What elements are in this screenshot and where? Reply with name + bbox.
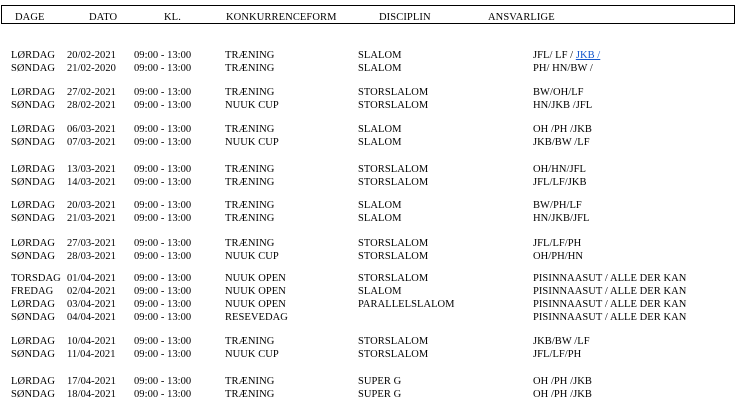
row-responsible-text: PH/ HN/BW / — [533, 63, 593, 74]
row-date: 04/04-2021 — [67, 312, 116, 323]
header-dato: DATO — [89, 12, 118, 23]
row-responsible — [533, 213, 590, 225]
row-responsible — [533, 137, 590, 149]
row-discipline: STORSLALOM — [358, 87, 429, 98]
row-responsible-text: HN/JKB /JFL — [533, 100, 593, 111]
row-day: SØNDAG — [11, 63, 56, 74]
row-responsible-text: HN/JKB/JFL — [533, 213, 590, 224]
row-discipline: SLALOM — [358, 63, 402, 74]
row-day: LØRDAG — [11, 164, 56, 175]
row-discipline: STORSLALOM — [358, 100, 429, 111]
row-responsible-text: OH/HN/JFL — [533, 164, 586, 175]
row-date: 17/04-2021 — [67, 376, 116, 387]
row-discipline: SLALOM — [358, 137, 402, 148]
row-responsible-text: OH /PH /JKB — [533, 376, 592, 387]
row-form: TRÆNING — [225, 50, 275, 61]
row-day: LØRDAG — [11, 238, 56, 249]
table-row — [0, 50, 739, 62]
row-form: NUUK CUP — [225, 349, 279, 360]
row-responsible-text: JFL/LF/JKB — [533, 177, 587, 188]
row-form: NUUK CUP — [225, 100, 279, 111]
row-date: 14/03-2021 — [67, 177, 116, 188]
row-form: TRÆNING — [225, 376, 275, 387]
row-responsible-text: JFL/ LF / — [533, 50, 576, 61]
row-time: 09:00 - 13:00 — [134, 312, 192, 323]
row-responsible-text: OH /PH /JKB — [533, 124, 592, 135]
row-date: 28/03-2021 — [67, 251, 116, 262]
row-date: 07/03-2021 — [67, 137, 116, 148]
row-discipline: SLALOM — [358, 213, 402, 224]
table-row — [0, 238, 739, 250]
responsible-link[interactable]: JKB / — [575, 50, 601, 61]
row-discipline: STORSLALOM — [358, 164, 429, 175]
row-responsible — [533, 336, 590, 348]
row-form: TRÆNING — [225, 336, 275, 347]
table-row — [0, 376, 739, 388]
row-discipline: STORSLALOM — [358, 349, 429, 360]
row-responsible — [533, 312, 686, 324]
row-responsible-text: PISINNAASUT / ALLE DER KAN — [533, 286, 687, 297]
row-discipline: SLALOM — [358, 286, 402, 297]
table-row — [0, 200, 739, 212]
table-row — [0, 87, 739, 99]
table-row — [0, 349, 739, 361]
row-time: 09:00 - 13:00 — [134, 100, 192, 111]
row-form: TRÆNING — [225, 87, 275, 98]
row-day: LØRDAG — [11, 336, 56, 347]
row-form: TRÆNING — [225, 213, 275, 224]
row-discipline: PARALLELSLALOM — [358, 299, 455, 310]
row-date: 10/04-2021 — [67, 336, 116, 347]
table-row — [0, 336, 739, 348]
row-day: TORSDAG — [11, 273, 61, 284]
row-time: 09:00 - 13:00 — [134, 349, 192, 360]
row-day: SØNDAG — [11, 251, 56, 262]
row-discipline: SUPER G — [358, 376, 402, 387]
table-row — [0, 100, 739, 112]
row-responsible — [533, 251, 583, 263]
table-row — [0, 124, 739, 136]
row-day: LØRDAG — [11, 376, 56, 387]
row-responsible-text: PISINNAASUT / ALLE DER KAN — [533, 273, 687, 284]
row-time: 09:00 - 13:00 — [134, 273, 192, 284]
row-time: 09:00 - 13:00 — [134, 238, 192, 249]
table-row — [0, 63, 739, 75]
row-discipline: STORSLALOM — [358, 336, 429, 347]
row-date: 02/04-2021 — [67, 286, 116, 297]
table-row — [0, 137, 739, 149]
table-row — [0, 299, 739, 311]
row-date: 06/03-2021 — [67, 124, 116, 135]
row-date: 28/02-2021 — [67, 100, 116, 111]
row-day: LØRDAG — [11, 87, 56, 98]
row-date: 20/02-2021 — [67, 50, 116, 61]
row-time: 09:00 - 13:00 — [134, 376, 192, 387]
row-date: 11/04-2021 — [67, 349, 116, 360]
row-discipline: STORSLALOM — [358, 273, 429, 284]
row-date: 27/03-2021 — [67, 238, 116, 249]
row-discipline: STORSLALOM — [358, 251, 429, 262]
row-day: SØNDAG — [11, 349, 56, 360]
row-responsible — [533, 376, 592, 388]
header-dage: DAGE — [15, 12, 45, 23]
row-responsible-text: JKB/BW /LF — [533, 336, 590, 347]
row-responsible-text: JKB/BW /LF — [533, 137, 590, 148]
table-row — [0, 286, 739, 298]
row-form: NUUK CUP — [225, 251, 279, 262]
row-date: 21/02-2020 — [67, 63, 116, 74]
row-date: 03/04-2021 — [67, 299, 116, 310]
row-responsible — [533, 124, 592, 136]
row-responsible-text: OH/PH/HN — [533, 251, 583, 262]
row-discipline: SLALOM — [358, 200, 402, 211]
row-time: 09:00 - 13:00 — [134, 299, 192, 310]
row-form: TRÆNING — [225, 63, 275, 74]
row-form: TRÆNING — [225, 238, 275, 249]
table-row — [0, 389, 739, 401]
header-kl: KL. — [164, 12, 181, 23]
row-discipline: STORSLALOM — [358, 238, 429, 249]
row-day: SØNDAG — [11, 312, 56, 323]
row-day: SØNDAG — [11, 177, 56, 188]
row-responsible-text: JFL/LF/PH — [533, 238, 582, 249]
table-row — [0, 251, 739, 263]
row-responsible — [533, 200, 582, 212]
row-day: LØRDAG — [11, 50, 56, 61]
row-date: 21/03-2021 — [67, 213, 116, 224]
row-time: 09:00 - 13:00 — [134, 200, 192, 211]
row-form: RESEVEDAG — [225, 312, 288, 323]
row-time: 09:00 - 13:00 — [134, 213, 192, 224]
row-responsible — [533, 299, 686, 311]
row-day: SØNDAG — [11, 100, 56, 111]
row-responsible — [533, 389, 592, 401]
row-time: 09:00 - 13:00 — [134, 251, 192, 262]
row-form: TRÆNING — [225, 124, 275, 135]
row-form: TRÆNING — [225, 177, 275, 188]
header-konkurrenceform: KONKURRENCEFORM — [226, 12, 337, 23]
row-day: LØRDAG — [11, 200, 56, 211]
row-form: NUUK CUP — [225, 137, 279, 148]
row-responsible — [533, 50, 600, 62]
row-time: 09:00 - 13:00 — [134, 50, 192, 61]
header-disciplin: DISCIPLIN — [379, 12, 431, 23]
row-discipline: SLALOM — [358, 124, 402, 135]
row-day: LØRDAG — [11, 124, 56, 135]
row-time: 09:00 - 13:00 — [134, 286, 192, 297]
row-responsible-text: PISINNAASUT / ALLE DER KAN — [533, 299, 687, 310]
table-row — [0, 213, 739, 225]
row-time: 09:00 - 13:00 — [134, 87, 192, 98]
row-day: LØRDAG — [11, 299, 56, 310]
row-date: 27/02-2021 — [67, 87, 116, 98]
row-form: NUUK OPEN — [225, 273, 286, 284]
row-responsible-text: JFL/LF/PH — [533, 349, 582, 360]
row-responsible-text: PISINNAASUT / ALLE DER KAN — [533, 312, 687, 323]
table-row — [0, 312, 739, 324]
row-form: TRÆNING — [225, 200, 275, 211]
row-responsible-text: BW/OH/LF — [533, 87, 584, 98]
header-ansvarlige: ANSVARLIGE — [488, 12, 555, 23]
row-responsible — [533, 164, 586, 176]
row-responsible — [533, 177, 587, 189]
table-row — [0, 164, 739, 176]
row-responsible — [533, 273, 686, 285]
row-time: 09:00 - 13:00 — [134, 177, 192, 188]
table-row — [0, 273, 739, 285]
row-discipline: SUPER G — [358, 389, 402, 400]
row-discipline: SLALOM — [358, 50, 402, 61]
row-time: 09:00 - 13:00 — [134, 389, 192, 400]
row-responsible-text: OH /PH /JKB — [533, 389, 592, 400]
row-day: SØNDAG — [11, 213, 56, 224]
row-form: NUUK OPEN — [225, 299, 286, 310]
row-form: NUUK OPEN — [225, 286, 286, 297]
row-responsible — [533, 238, 581, 250]
row-responsible — [533, 286, 686, 298]
row-responsible — [533, 87, 584, 99]
row-date: 13/03-2021 — [67, 164, 116, 175]
row-responsible — [533, 100, 592, 112]
row-time: 09:00 - 13:00 — [134, 63, 192, 74]
row-day: SØNDAG — [11, 137, 56, 148]
row-responsible — [533, 63, 593, 75]
header-row — [1, 5, 735, 24]
row-responsible-text: BW/PH/LF — [533, 200, 582, 211]
row-date: 20/03-2021 — [67, 200, 116, 211]
row-date: 01/04-2021 — [67, 273, 116, 284]
row-responsible — [533, 349, 581, 361]
row-time: 09:00 - 13:00 — [134, 124, 192, 135]
row-form: TRÆNING — [225, 389, 275, 400]
row-discipline: STORSLALOM — [358, 177, 429, 188]
row-day: FREDAG — [11, 286, 54, 297]
row-time: 09:00 - 13:00 — [134, 137, 192, 148]
row-time: 09:00 - 13:00 — [134, 336, 192, 347]
table-row — [0, 177, 739, 189]
row-date: 18/04-2021 — [67, 389, 116, 400]
row-form: TRÆNING — [225, 164, 275, 175]
row-time: 09:00 - 13:00 — [134, 164, 192, 175]
row-day: SØNDAG — [11, 389, 56, 400]
